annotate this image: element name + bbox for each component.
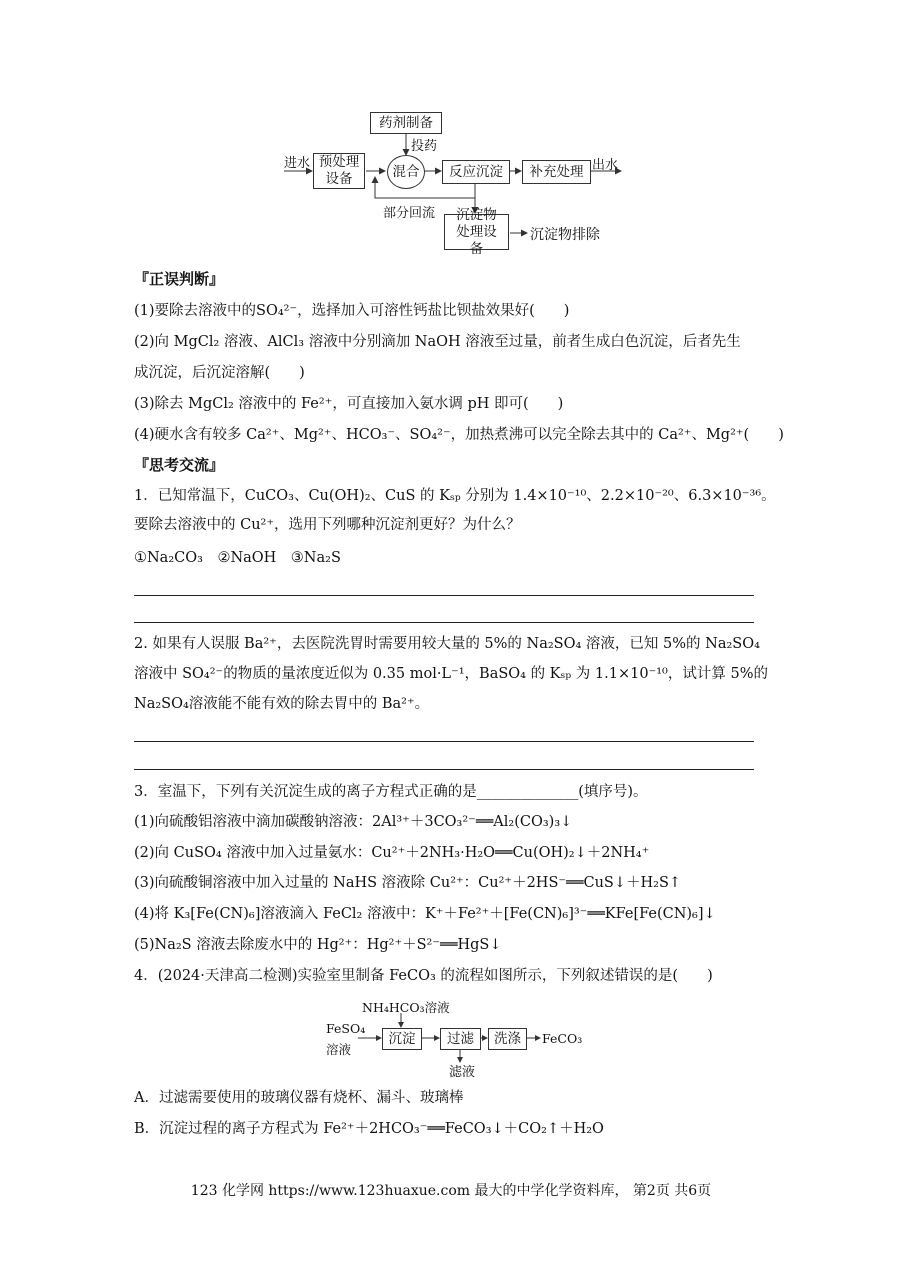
feco3-product-label: FeCO₃ — [542, 1031, 583, 1046]
mixing-circle: 混合 — [387, 155, 425, 189]
nh4hco3-label: NH₄HCO₃溶液 — [362, 1000, 450, 1015]
option-a: A．过滤需要使用的玻璃仪器有烧杯、漏斗、玻璃棒 — [134, 1090, 464, 1106]
sludge-treatment-box: 沉淀物处理设备 — [444, 214, 509, 250]
sludge-discharge-label: 沉淀物排除 — [530, 227, 600, 243]
answer-line — [134, 595, 754, 596]
question-3-item-4: (4)将 K₃[Fe(CN)₆]溶液滴入 FeCl₂ 溶液中：K⁺＋Fe²⁺＋[Fe(CN)₆]³⁻══KFe[Fe(CN)₆]↓ — [134, 906, 716, 922]
filtrate-label: 滤液 — [449, 1065, 476, 1080]
answer-line — [134, 622, 754, 623]
answer-line — [134, 769, 754, 770]
supplementary-treatment-box: 补充处理 — [522, 160, 591, 184]
feso4-solution-label: 溶液 — [326, 1042, 352, 1057]
discussion-1-line1: 1．已知常温下，CuCO₃、Cu(OH)₂、CuS 的 Kₛₚ 分别为 1.4×10⁻¹⁰、2.2×10⁻²⁰、6.3×10⁻³⁶。 — [134, 488, 776, 504]
tf-question-2-line2: 成沉淀，后沉淀溶解( ) — [134, 365, 305, 381]
discussion-1-options: ①Na₂CO₃ ②NaOH ③Na₂S — [134, 550, 341, 566]
tf-question-1: (1)要除去溶液中的SO₄²⁻，选择加入可溶性钙盐比钡盐效果好( ) — [134, 303, 570, 319]
section-title-true-false: 『正误判断』 — [134, 270, 225, 288]
question-3-item-1: (1)向硫酸铝溶液中滴加碳酸钠溶液：2Al³⁺＋3CO₃²⁻══Al₂(CO₃)₃↓ — [134, 814, 573, 830]
pretreatment-box: 预处理设备 — [313, 153, 365, 189]
question-3-item-5: (5)Na₂S 溶液去除废水中的 Hg²⁺：Hg²⁺＋S²⁻══HgS↓ — [134, 937, 502, 953]
drug-preparation-box: 药剂制备 — [370, 112, 442, 134]
washing-box: 洗涤 — [488, 1028, 527, 1050]
water-in-label: 进水 — [284, 156, 311, 171]
question-3-item-2: (2)向 CuSO₄ 溶液中加入过量氨水：Cu²⁺＋2NH₃·H₂O══Cu(OH)₂↓＋2NH₄⁺ — [134, 845, 650, 861]
reaction-settling-box: 反应沉淀 — [442, 160, 510, 184]
tf-question-4: (4)硬水含有较多 Ca²⁺、Mg²⁺、HCO₃⁻、SO₄²⁻，加热煮沸可以完全除去其中的 Ca²⁺、Mg²⁺( ) — [134, 427, 784, 443]
feso4-label: FeSO₄ — [326, 1021, 366, 1036]
page-footer: 123 化学网 https://www.123huaxue.com 最大的中学化学资料库， 第2页 共6页 — [190, 1183, 712, 1199]
discussion-1-line2: 要除去溶液中的 Cu²⁺，选用下列哪种沉淀剂更好？为什么？ — [134, 517, 521, 533]
question-3-stem: 3．室温下，下列有关沉淀生成的离子方程式正确的是______________(填序号)。 — [134, 784, 648, 800]
precipitation-box: 沉淀 — [382, 1028, 422, 1050]
option-b: B．沉淀过程的离子方程式为 Fe²⁺＋2HCO₃⁻══FeCO₃↓＋CO₂↑＋H₂O — [134, 1121, 604, 1137]
question-3-item-3: (3)向硫酸铜溶液中加入过量的 NaHS 溶液除 Cu²⁺：Cu²⁺＋2HS⁻══CuS↓＋H₂S↑ — [134, 875, 682, 891]
discussion-2-line2: 溶液中 SO₄²⁻的物质的量浓度近似为 0.35 mol·L⁻¹，BaSO₄ 的 Kₛₚ 为 1.1×10⁻¹⁰，试计算 5%的 — [134, 666, 768, 682]
partial-return-label: 部分回流 — [383, 206, 436, 221]
water-out-label: 出水 — [592, 158, 619, 173]
question-4-stem: 4．(2024·天津高二检测)实验室里制备 FeCO₃ 的流程如图所示，下列叙述错误的是( ) — [134, 968, 713, 984]
dosing-label: 投药 — [411, 139, 438, 154]
discussion-2-line3: Na₂SO₄溶液能不能有效的除去胃中的 Ba²⁺。 — [134, 696, 430, 712]
filtration-box: 过滤 — [440, 1028, 481, 1050]
section-title-discussion: 『思考交流』 — [134, 456, 225, 474]
answer-line — [134, 741, 754, 742]
tf-question-2-line1: (2)向 MgCl₂ 溶液、AlCl₃ 溶液中分别滴加 NaOH 溶液至过量，前者生成白色沉淀，后者先生 — [134, 334, 741, 350]
tf-question-3: (3)除去 MgCl₂ 溶液中的 Fe²⁺，可直接加入氨水调 pH 即可( ) — [134, 396, 564, 412]
discussion-2-line1: 2. 如果有人误服 Ba²⁺，去医院洗胃时需要用较大量的 5%的 Na₂SO₄ 溶液，已知 5%的 Na₂SO₄ — [134, 636, 760, 652]
